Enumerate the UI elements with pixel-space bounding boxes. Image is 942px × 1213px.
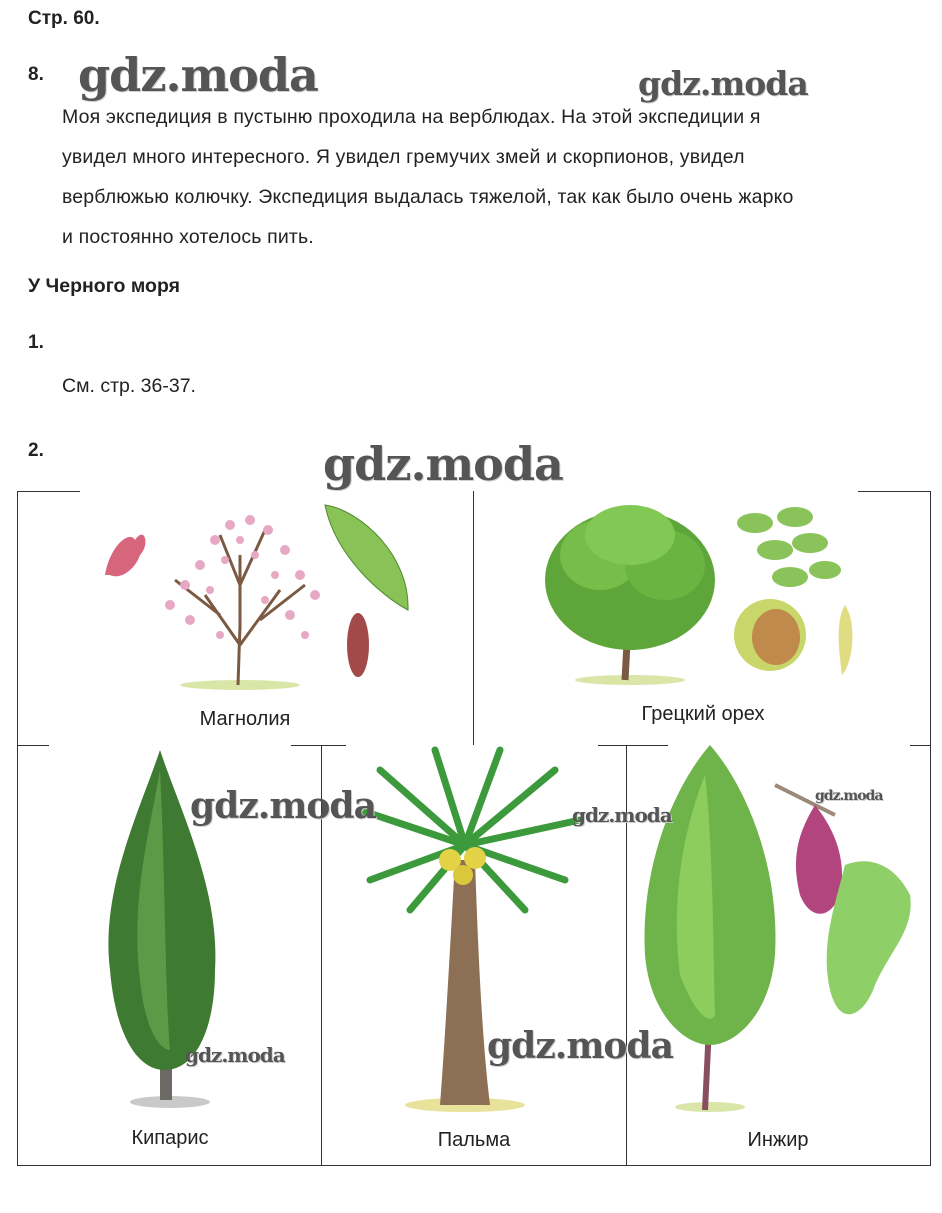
grid-line	[321, 745, 322, 1166]
task-8-number: 8.	[28, 64, 44, 85]
task-1-answer: См. стр. 36-37.	[62, 375, 196, 397]
grid-line	[626, 745, 627, 1166]
watermark: gdz.moda	[815, 788, 883, 804]
grid-line	[930, 745, 931, 1166]
task-2-number: 2.	[28, 440, 44, 461]
plant-caption-palm: Пальма	[437, 1129, 511, 1151]
plant-caption-fig: Инжир	[747, 1129, 809, 1151]
grid-line	[17, 745, 18, 1166]
walnut-illustration	[540, 495, 870, 695]
grid-line	[473, 491, 474, 745]
paragraph-line: Моя экспедиция в пустыню проходила на верблюдах. На этой экспедиции я	[62, 106, 761, 128]
paragraph-line: и постоянно хотелось пить.	[62, 226, 314, 248]
watermark: gdz.moda	[190, 785, 376, 827]
watermark: gdz.moda	[323, 437, 563, 491]
watermark: gdz.moda	[638, 64, 808, 103]
grid-line	[17, 491, 18, 745]
watermark: gdz.moda	[78, 48, 318, 102]
plant-caption-walnut: Грецкий орех	[641, 703, 765, 725]
magnolia-illustration	[90, 495, 420, 695]
watermark: gdz.moda	[487, 1025, 673, 1067]
grid-line	[17, 491, 80, 492]
fig-illustration	[635, 745, 925, 1115]
grid-line	[291, 745, 346, 746]
task-1-number: 1.	[28, 332, 44, 353]
palm-illustration	[340, 750, 600, 1115]
plant-caption-magnolia: Магнолия	[199, 708, 291, 730]
section-title: У Черного моря	[28, 275, 181, 297]
grid-line	[930, 491, 931, 745]
watermark: gdz.moda	[185, 1043, 285, 1067]
page-number: Стр. 60.	[28, 8, 100, 29]
grid-line	[17, 1165, 931, 1166]
task-8-paragraph	[62, 97, 920, 257]
grid-line	[17, 745, 49, 746]
cypress-illustration	[80, 750, 320, 1110]
watermark: gdz.moda	[572, 803, 672, 827]
grid-line	[858, 491, 930, 492]
plant-caption-cypress: Кипарис	[131, 1127, 209, 1149]
paragraph-line: увидел много интересного. Я увидел гремучих змей и скорпионов, увидел	[62, 146, 745, 168]
paragraph-line: верблюжью колючку. Экспедиция выдалась тяжелой, так как было очень жарко	[62, 186, 794, 208]
